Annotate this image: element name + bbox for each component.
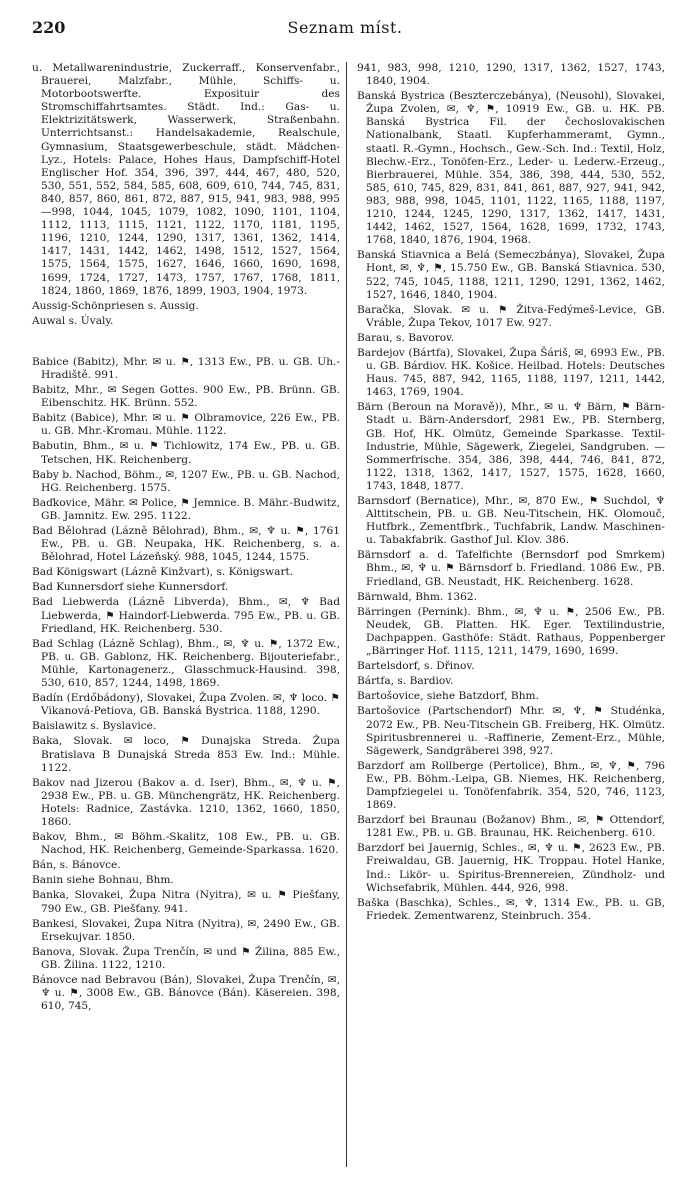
entry: Auwal s. Úvaly. bbox=[32, 314, 114, 327]
entry: Bartošovice, siehe Batzdorf, Bhm. bbox=[357, 690, 539, 703]
page-header bbox=[32, 18, 658, 40]
entry: Banka, Slovakei, Župa Nitra (Nyitra), ✉ u. ⚑ Piešťany, 790 Ew., GB. Piešťany. 941. bbox=[32, 889, 340, 915]
left-column bbox=[32, 62, 340, 1015]
entry: Babice (Babitz), Mhr. ✉ u. ⚑, 1313 Ew., PB. u. GB. Uh.-Hradiště. 991. bbox=[32, 355, 340, 381]
entry: Barzdorf am Rollberge (Pertolice), Bhm., ✉, ♆, ⚑, 796 Ew., PB. Böhm.-Leipa, GB. Niemes, HK. Reichenberg, Dampfziegelei u. Tonöfenfabrik. 354, 520, 746, 1123, 1869. bbox=[357, 759, 665, 812]
entry: Bärnwald, Bhm. 1362. bbox=[357, 590, 477, 603]
entry: Banská Bystrica (Beszterczebánya), (Neusohl), Slovakei, Župa Zvolen, ✉, ♆, ⚑, 10919 Ew., GB. u. HK. PB. Banská Bystrica Fil. der čechoslovakischen Nationalbank, Staatl. Kupferhammeramt, Gymn., staatl. R.-Gymn., Hochsch., Gew.-Sch. Ind.: Textil, Holz, Blechw.-Erz., Tonöfen-Erz., Leder- u. Lederw.-Erzeug., Bierbrauerei, Mühle. 354, 386, 398, 444, 530, 552, 585, 610, 745, 829, 831, 841, 861, 887, 927, 941, 942, 983, 988, 998, 1045, 1101, 1122, 1165, 1188, 1197, 1210, 1244, 1245, 1290, 1317, 1362, 1417, 1431, 1442, 1462, 1527, 1564, 1628, 1699, 1732, 1743, 1768, 1840, 1876, 1904, 1968. bbox=[357, 90, 665, 247]
entry: Baby b. Nachod, Böhm., ✉, 1207 Ew., PB. u. GB. Nachod, HG. Reichenberg. 1575. bbox=[32, 468, 340, 494]
entry: Bartošovice (Partschendorf) Mhr. ✉, ♆, ⚑ Studénka, 2072 Ew., PB. Neu-Titschein GB. Freiberg, HK. Olmütz. Spiritusbrennerei u. -Raffinerie, Zement-Erz., Mühle, Sägewerk, Sandgräberei 398, 927. bbox=[357, 705, 665, 757]
entry: 941, 983, 998, 1210, 1290, 1317, 1362, 1527, 1743, 1840, 1904. bbox=[357, 62, 665, 88]
entry: Bártfa, s. Bardiov. bbox=[357, 675, 454, 688]
entry: Bad Bělohrad (Lázně Bělohrad), Bhm., ✉, ♆ u. ⚑, 1761 Ew., PB. u. GB. Neupaka, HK. Reichenberg, s. a. Bělohrad, Hotel Lázeňský. 988, 1045, 1244, 1575. bbox=[32, 525, 340, 564]
entry: Bad Königswart (Lázně Kinžvart), s. Königswart. bbox=[32, 566, 294, 579]
entry: Barzdorf bei Braunau (Božanov) Bhm., ✉, ⚑ Ottendorf, 1281 Ew., PB. u. GB. Braunau, HK. Reichenberg. 610. bbox=[357, 814, 665, 840]
entry: Barnsdorf (Bernatice), Mhr., ✉, 870 Ew., ⚑ Suchdol, ♆ Alttitschein, PB. u. GB. Neu-Titschein, HK. Olomouč, Hutfbrk., Zementfbrk., Tuchfabrik, Landw. Maschinen- u. Tabakfabrik. Gasthof Jul. Klov. 386. bbox=[357, 495, 665, 547]
entry: Baďkovice, Mähr. ✉ Police, ⚑ Jemnice. B. Mähr.-Budwitz, GB. Jamnitz. Ew. 295. 1122. bbox=[32, 496, 340, 522]
entry: Bärn (Beroun na Moravě)), Mhr., ✉ u. ♆ Bärn, ⚑ Bärn-Stadt u. Bärn-Andersdorf, 2981 Ew., PB. Sternberg, GB. Hof, HK. Olmütz, Gemeinde Sparkasse. Textil-Industrie, Mühle, Sägewerk, Ziegelei, Sandgruben. — Sommerfrische. 354, 386, 398, 444, 746, 841, 872, 1122, 1318, 1362, 1417, 1527, 1575, 1628, 1660, 1743, 1848, 1877. bbox=[357, 401, 665, 492]
entry: Bad Liebwerda (Lázně Libverda), Bhm., ✉, ♆ Bad Liebwerda, ⚑ Haindorf-Liebwerda. 795 Ew., PB. u. GB. Friedland, HK. Reichenberg. 530. bbox=[32, 596, 340, 635]
entry: Bärnsdorf a. d. Tafelfichte (Bernsdorf pod Smrkem) Bhm., ✉, ♆ u. ⚑ Bärnsdorf b. Friedland. 1086 Ew., PB. Friedland, GB. Neustadt, HK. Reichenberg. 1628. bbox=[357, 549, 665, 588]
right-column bbox=[357, 62, 665, 925]
entry: Badín (Erdőbádony), Slovakei, Župa Zvolen. ✉, ♆ loco. ⚑ Vikanová-Petiova, GB. Banská Bystrica. 1188, 1290. bbox=[32, 692, 340, 718]
entry: Banin siehe Bohnau, Bhm. bbox=[32, 874, 174, 887]
running-title: Seznam míst. bbox=[287, 18, 403, 37]
entry: Barzdorf bei Jauernig, Schles., ✉, ♆ u. ⚑, 2623 Ew., PB. Freiwaldau, GB. Jauernig, HK. Troppau. Hotel Hanke, Ind.: Likör- u. Spiritus-Brennereien, Zündholz- und Wichsefabrik, Mühlen. 444, 926, 998. bbox=[357, 842, 665, 894]
entry: Bánovce nad Bebravou (Bán), Slovakei, Župa Trenčín, ✉, ♆ u. ⚑, 3008 Ew., GB. Bánovce (Bán). Käsereien. 398, 610, 745, bbox=[32, 974, 340, 1013]
entry: Bärringen (Pernink). Bhm., ✉, ♆ u. ⚑, 2506 Ew., PB. Neudek, GB. Platten. HK. Eger. Textilindustrie, Dachpappen. Gasthöfe: Städt. Rathaus, Poppenberger „Bärringer Hof. 1115, 1211, 1479, 1690, 1699. bbox=[357, 605, 665, 658]
entry: Barau, s. Bavorov. bbox=[357, 331, 455, 344]
entry: Baračka, Slovak. ✉ u. ⚑ Žitva-Fedýmeš-Levice, GB. Vráble, Župa Tekov, 1017 Ew. 927. bbox=[357, 303, 665, 329]
entry: Bad Schlag (Lázně Schlag), Bhm., ✉, ♆ u. ⚑, 1372 Ew., PB. u. GB. Gablonz, HK. Reichenberg. Bijouteriefabr., Mühle, Kartonagenerz., Glasschmuck-Hausind. 398, 530, 610, 857, 1244, 1498, 1869. bbox=[32, 637, 340, 690]
entry: Babitz, Mhr., ✉ Segen Gottes. 900 Ew., PB. Brünn. GB. Eibenschitz. HK. Brünn. 552. bbox=[32, 384, 340, 410]
entry: Baislawitz s. Byslavice. bbox=[32, 720, 157, 733]
entry: Aussig-Schönpriesen s. Aussig. bbox=[32, 299, 199, 312]
entry: Bankesi, Slovakei, Župa Nitra (Nyitra), ✉, 2490 Ew., GB. Ersekujvar. 1850. bbox=[32, 917, 340, 943]
column-divider bbox=[346, 62, 347, 1167]
section-gap bbox=[32, 330, 340, 356]
entry: Bán, s. Bánovce. bbox=[32, 859, 121, 872]
entry: Bakov, Bhm., ✉ Böhm.-Skalitz, 108 Ew., PB. u. GB. Nachod, HK. Reichenberg, Gemeinde-Sparkassa. 1620. bbox=[32, 831, 340, 857]
entry: Bakov nad Jizerou (Bakov a. d. Iser), Bhm., ✉, ♆ u. ⚑, 2938 Ew., PB. u. GB. Münchengrätz, HK. Reichenberg. Hotels: Radnice, Zastávka. 1210, 1362, 1660, 1850, 1860. bbox=[32, 776, 340, 828]
entry: Babitz (Babice), Mhr. ✉ u. ⚑ Olbramovice, 226 Ew., PB. u. GB. Mhr.-Kromau. Mühle. 1122. bbox=[32, 412, 340, 438]
entry: Banova, Slovak. Župa Trenčín, ✉ und ⚑ Žilina, 885 Ew., GB. Žilina. 1122, 1210. bbox=[32, 945, 340, 971]
entry: u. Metallwarenindustrie, Zuckerraff., Konservenfabr., Brauerei, Malzfabr., Mühle, Schiffs- u. Motorbootswerfte. Exposituir des Stromschiffahrtsamtes. Städt. Ind.: Gas- u. Elektrizitätswerk, Wasserwerk, Straßenbahn. Unterrichtsanst.: Handelsakademie, Realschule, Gymnasium, Staatsgewerbeschule, städt. Mädchen-Lyz., Hotels: Palace, Hohes Haus, Dampfschiff-Hotel Englischer Hof. 354, 396, 397, 444, 467, 480, 520, 530, 551, 552, 584, 585, 608, 609, 610, 744, 745, 831, 840, 857, 860, 861, 872, 887, 915, 941, 983, 988, 995—998, 1044, 1045, 1079, 1082, 1090, 1101, 1104, 1112, 1113, 1115, 1121, 1122, 1170, 1181, 1195, 1196, 1210, 1244, 1290, 1317, 1361, 1362, 1414, 1417, 1431, 1442, 1462, 1498, 1512, 1527, 1564, 1575, 1564, 1575, 1627, 1646, 1660, 1690, 1698, 1699, 1724, 1727, 1473, 1757, 1767, 1768, 1811, 1824, 1860, 1869, 1876, 1899, 1903, 1904, 1973. bbox=[32, 62, 340, 297]
entry: Banská Stiavnica a Belá (Semeczbánya), Slovakei, Župa Hont, ✉, ♆, ⚑, 15.750 Ew., GB. Banská Stiavnica. 530, 522, 745, 1045, 1188, 1211, 1290, 1291, 1362, 1462, 1527, 1646, 1840, 1904. bbox=[357, 249, 665, 301]
entry: Babutin, Bhm., ✉ u. ⚑ Tichlowitz, 174 Ew., PB. u. GB. Tetschen, HK. Reichenberg. bbox=[32, 440, 340, 466]
entry: Baška (Baschka), Schles., ✉, ♆, 1314 Ew., PB. u. GB, Friedek. Zementwarenz, Steinbruch. 354. bbox=[357, 896, 665, 922]
entry: Baka, Slovak. ✉ loco, ⚑ Dunajska Streda. Župa Bratislava B Dunajská Streda 853 Ew. Ind.: Mühle. 1122. bbox=[32, 735, 340, 774]
page-number: 220 bbox=[32, 18, 66, 37]
entry: Bad Kunnersdorf siehe Kunnersdorf. bbox=[32, 581, 229, 594]
entry: Bartelsdorf, s. Dřinov. bbox=[357, 660, 475, 673]
entry: Bardejov (Bártfa), Slovakei, Župa Šáriš, ✉, 6993 Ew., PB. u. GB. Bárdiov. HK. Košice. Heilbad. Hotels: Deutsches Haus. 745, 887, 942, 1165, 1188, 1197, 1211, 1442, 1463, 1769, 1904. bbox=[357, 346, 665, 399]
